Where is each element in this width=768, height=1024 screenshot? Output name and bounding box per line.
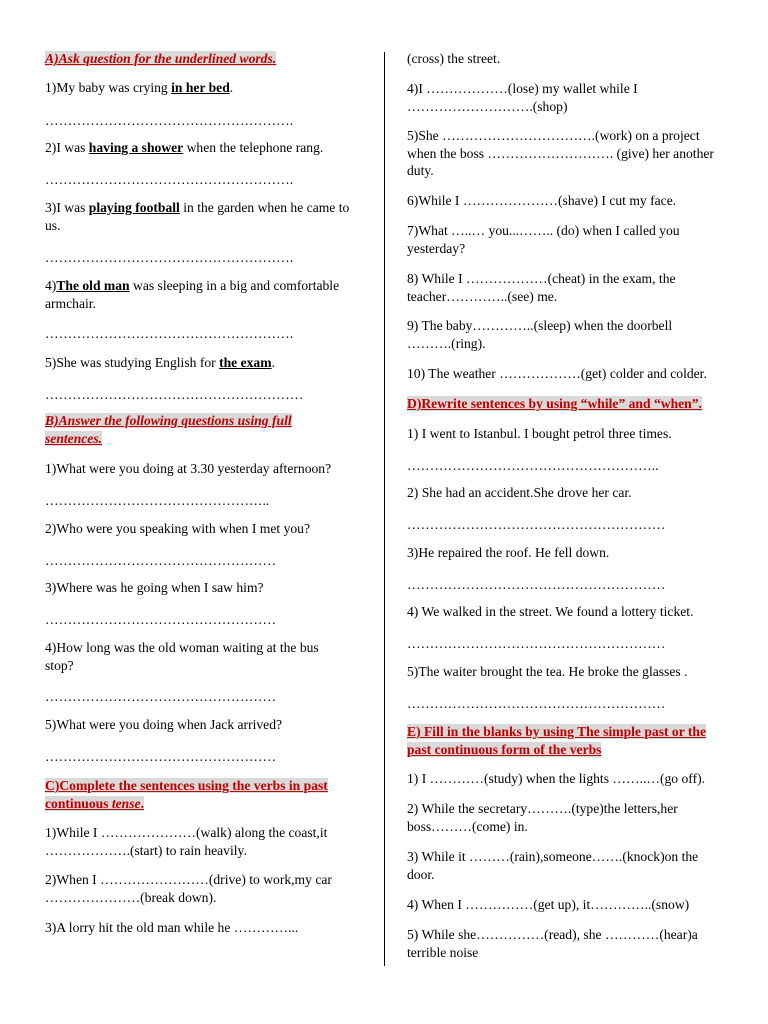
- exercise-e2: 2) While the secretary……….(type)the letters,her boss………(come) in.: [407, 801, 678, 834]
- exercise-e5: 5) While she……………(read), she …………(hear)a terrible noise: [407, 927, 698, 960]
- answer-line-d4: …………………………………………………: [407, 636, 666, 651]
- exercise-c8: 8) While I ………………(cheat) in the exam, the teacher…………..(see) me.: [407, 271, 676, 304]
- exercise-c4: 4)I ………………(lose) my wallet while I ……………………….(shop): [407, 81, 638, 114]
- answer-line-a5: …………………………………………………: [45, 387, 304, 402]
- section-e-heading: E) Fill in the blanks by using The simple past or the: [407, 724, 707, 739]
- question-d3: 3)He repaired the roof. He fell down.: [407, 545, 610, 560]
- answer-line-d2: …………………………………………………: [407, 517, 666, 532]
- section-d-heading: D)Rewrite sentences by using “while” and “when”.: [407, 396, 702, 411]
- answer-line-a2: ……………………………………………….: [45, 172, 294, 187]
- answer-line-a4: ……………………………………………….: [45, 326, 294, 341]
- exercise-c10: 10) The weather ………………(get) colder and colder.: [407, 366, 707, 381]
- question-d1: 1) I went to Istanbul. I bought petrol three times.: [407, 426, 672, 441]
- question-a4: 4)The old man was sleeping in a big and comfortable armchair.: [45, 278, 340, 311]
- exercise-c3: 3)A lorry hit the old man while he …………...: [45, 920, 299, 935]
- question-d2: 2) She had an accident.She drove her car.: [407, 485, 632, 500]
- section-c-heading: C)Complete the sentences using the verbs in past: [45, 778, 328, 793]
- exercise-c7: 7)What …..… you...…….. (do) when I called you yesterday?: [407, 223, 680, 256]
- question-a2: 2)I was having a shower when the telephone rang.: [45, 140, 324, 155]
- question-a1: 1)My baby was crying in her bed.: [45, 80, 234, 95]
- exercise-c6: 6)While I …………………(shave) I cut my face.: [407, 193, 677, 208]
- question-d4: 4) We walked in the street. We found a lottery ticket.: [407, 604, 694, 619]
- question-b5: 5)What were you doing when Jack arrived?: [45, 717, 283, 732]
- answer-line-a3: ……………………………………………….: [45, 250, 294, 265]
- section-b-heading-line2: sentences.: [45, 431, 103, 446]
- answer-line-a1: ……………………………………………….: [45, 113, 294, 128]
- column-divider: [384, 52, 385, 966]
- question-d5: 5)The waiter brought the tea. He broke the glasses .: [407, 664, 688, 679]
- answer-line-b4: ……………………………………………: [45, 689, 277, 704]
- question-b3: 3)Where was he going when I saw him?: [45, 580, 264, 595]
- section-a-heading: A)Ask question for the underlined words.: [45, 51, 277, 66]
- answer-line-b5: ……………………………………………: [45, 749, 277, 764]
- section-b-heading: B)Answer the following questions using full: [45, 413, 292, 428]
- exercise-e1: 1) I …………(study) when the lights ……..…(go off).: [407, 771, 706, 786]
- section-c-heading-line2: continuous tense.: [45, 796, 144, 811]
- exercise-e4: 4) When I ……………(get up), it…………..(snow): [407, 897, 690, 912]
- exercise-e3: 3) While it ………(rain),someone…….(knock)on the door.: [407, 849, 699, 882]
- answer-line-d1: ………………………………………………..: [407, 458, 659, 473]
- question-a5: 5)She was studying English for the exam.: [45, 355, 275, 370]
- question-b4: 4)How long was the old woman waiting at the bus stop?: [45, 640, 319, 673]
- exercise-c9: 9) The baby…………..(sleep) when the doorbell ……….(ring).: [407, 318, 673, 351]
- answer-line-b2: ……………………………………………: [45, 553, 277, 568]
- question-b1: 1)What were you doing at 3.30 yesterday afternoon?: [45, 461, 332, 476]
- question-a3: 3)I was playing football in the garden when he came to us.: [45, 200, 350, 233]
- answer-line-b3: ……………………………………………: [45, 612, 277, 627]
- exercise-c5: 5)She …………………………….(work) on a project when the boss ………………………. (give) her another duty.: [407, 128, 714, 178]
- answer-line-d3: …………………………………………………: [407, 577, 666, 592]
- exercise-c1: 1)While I …………………(walk) along the coast,it ……………….(start) to rain heavily.: [45, 825, 328, 858]
- answer-line-d5: …………………………………………………: [407, 696, 666, 711]
- exercise-c2: 2)When I ……………………(drive) to work,my car …………………(break down).: [45, 872, 332, 905]
- section-e-heading-line2: past continuous form of the verbs: [407, 742, 602, 757]
- exercise-c3-continuation: (cross) the street.: [407, 51, 501, 66]
- answer-line-b1: …………………………………………..: [45, 493, 270, 508]
- question-b2: 2)Who were you speaking with when I met you?: [45, 521, 311, 536]
